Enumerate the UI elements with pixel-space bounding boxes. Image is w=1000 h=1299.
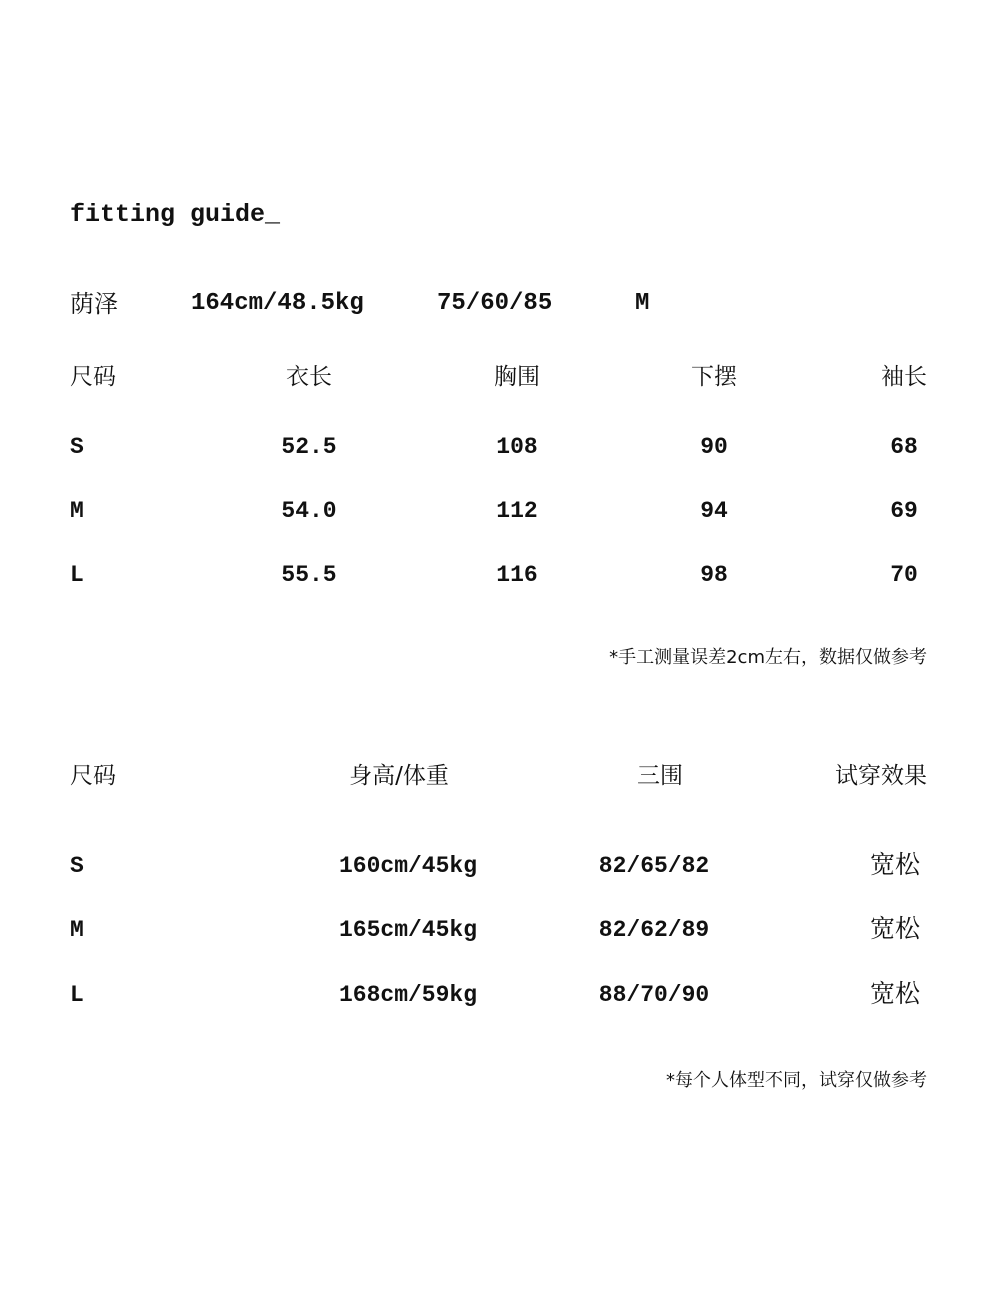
size-table-note: *手工测量误差2cm左右，数据仅做参考 <box>609 647 927 668</box>
header-measurements: 三围 <box>637 763 683 789</box>
header-hem: 下摆 <box>691 364 737 390</box>
row-hem: 98 <box>700 562 728 588</box>
row-size: L <box>70 982 84 1008</box>
row-size: S <box>70 853 84 879</box>
row-chest: 116 <box>496 562 538 588</box>
row-chest: 108 <box>496 434 538 460</box>
row-size: M <box>70 917 84 943</box>
row-size: L <box>70 562 84 588</box>
header-sleeve: 袖长 <box>881 364 927 390</box>
row-fit-effect: 宽松 <box>869 914 921 943</box>
row-height-weight: 160cm/45kg <box>338 853 478 879</box>
model-height-weight: 164cm/48.5kg <box>191 290 364 317</box>
model-size: M <box>635 290 650 317</box>
header-size: 尺码 <box>70 763 116 789</box>
row-fit-effect: 宽松 <box>869 979 921 1008</box>
row-measurements: 88/70/90 <box>598 982 710 1008</box>
row-sleeve: 68 <box>890 434 918 460</box>
header-length: 衣长 <box>286 364 332 390</box>
row-chest: 112 <box>496 498 538 524</box>
header-fit-effect: 试穿效果 <box>835 763 927 789</box>
row-length: 55.5 <box>281 562 337 588</box>
row-size: S <box>70 434 84 460</box>
row-fit-effect: 宽松 <box>869 850 921 879</box>
row-hem: 90 <box>700 434 728 460</box>
header-chest: 胸围 <box>494 364 540 390</box>
model-name: 荫泽 <box>70 290 118 318</box>
model-measurements: 75/60/85 <box>437 290 553 317</box>
row-height-weight: 168cm/59kg <box>338 982 478 1008</box>
row-sleeve: 69 <box>890 498 918 524</box>
header-size: 尺码 <box>70 364 116 390</box>
row-length: 54.0 <box>281 498 337 524</box>
row-height-weight: 165cm/45kg <box>338 917 478 943</box>
row-measurements: 82/62/89 <box>598 917 710 943</box>
header-height-weight: 身高/体重 <box>349 763 449 789</box>
row-length: 52.5 <box>281 434 337 460</box>
row-size: M <box>70 498 84 524</box>
row-measurements: 82/65/82 <box>598 853 710 879</box>
fit-table-note: *每个人体型不同，试穿仅做参考 <box>666 1070 927 1091</box>
page-title: fitting guide_ <box>70 200 281 229</box>
row-hem: 94 <box>700 498 728 524</box>
row-sleeve: 70 <box>890 562 918 588</box>
